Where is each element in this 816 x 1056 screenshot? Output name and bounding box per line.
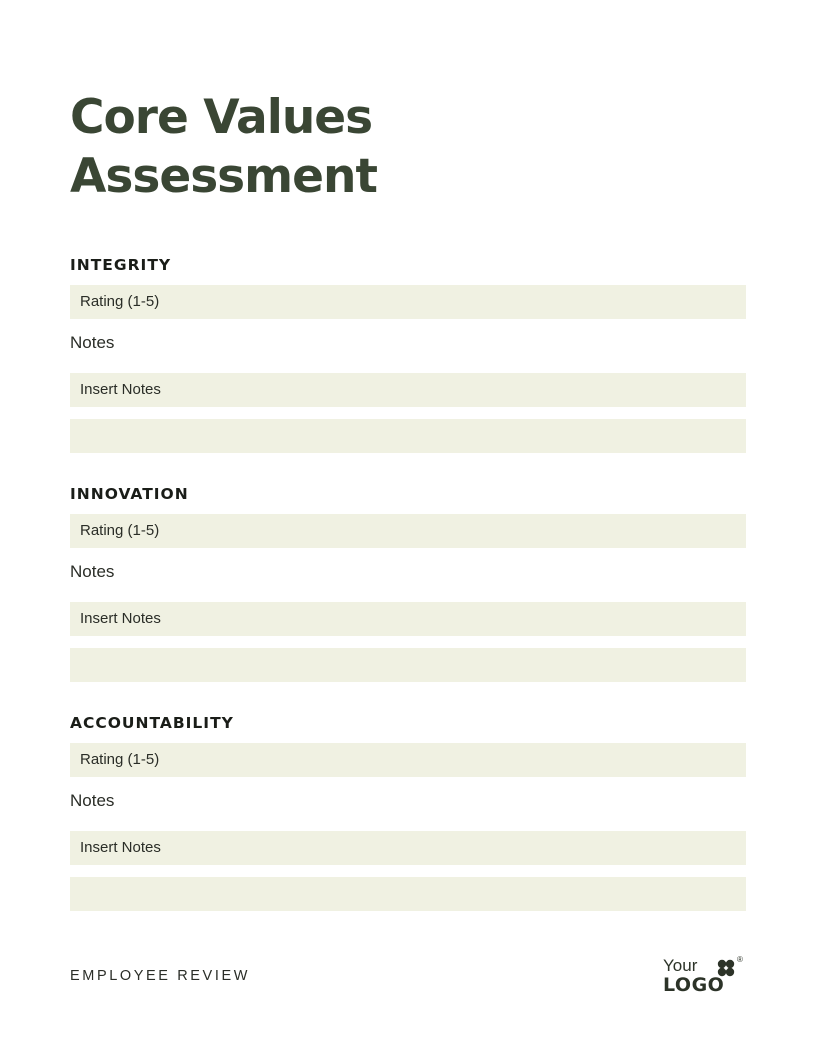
notes-field[interactable]: Insert Notes xyxy=(70,602,746,636)
footer-label: EMPLOYEE REVIEW xyxy=(70,968,251,984)
section-heading: INNOVATION xyxy=(70,485,189,503)
page-title xyxy=(70,88,377,206)
page-title-line-2: Assessment xyxy=(70,149,377,204)
notes-label: Notes xyxy=(70,791,115,810)
logo-text-logo: LOGO xyxy=(663,974,725,996)
notes-field[interactable]: Insert Notes xyxy=(70,373,746,407)
section-heading: ACCOUNTABILITY xyxy=(70,714,234,732)
logo-text-your: Your xyxy=(663,956,698,975)
rating-field[interactable]: Rating (1-5) xyxy=(70,743,746,777)
page-title-line-1: Core Values xyxy=(70,90,373,145)
notes-label: Notes xyxy=(70,562,115,581)
notes-field[interactable]: Insert Notes xyxy=(70,831,746,865)
rating-field[interactable]: Rating (1-5) xyxy=(70,285,746,319)
rating-field[interactable]: Rating (1-5) xyxy=(70,514,746,548)
company-logo xyxy=(663,956,747,996)
notes-field-extra[interactable] xyxy=(70,877,746,911)
registered-mark: ® xyxy=(737,955,743,964)
notes-field-extra[interactable] xyxy=(70,419,746,453)
section-heading: INTEGRITY xyxy=(70,256,172,274)
notes-field-extra[interactable] xyxy=(70,648,746,682)
notes-label: Notes xyxy=(70,333,115,352)
